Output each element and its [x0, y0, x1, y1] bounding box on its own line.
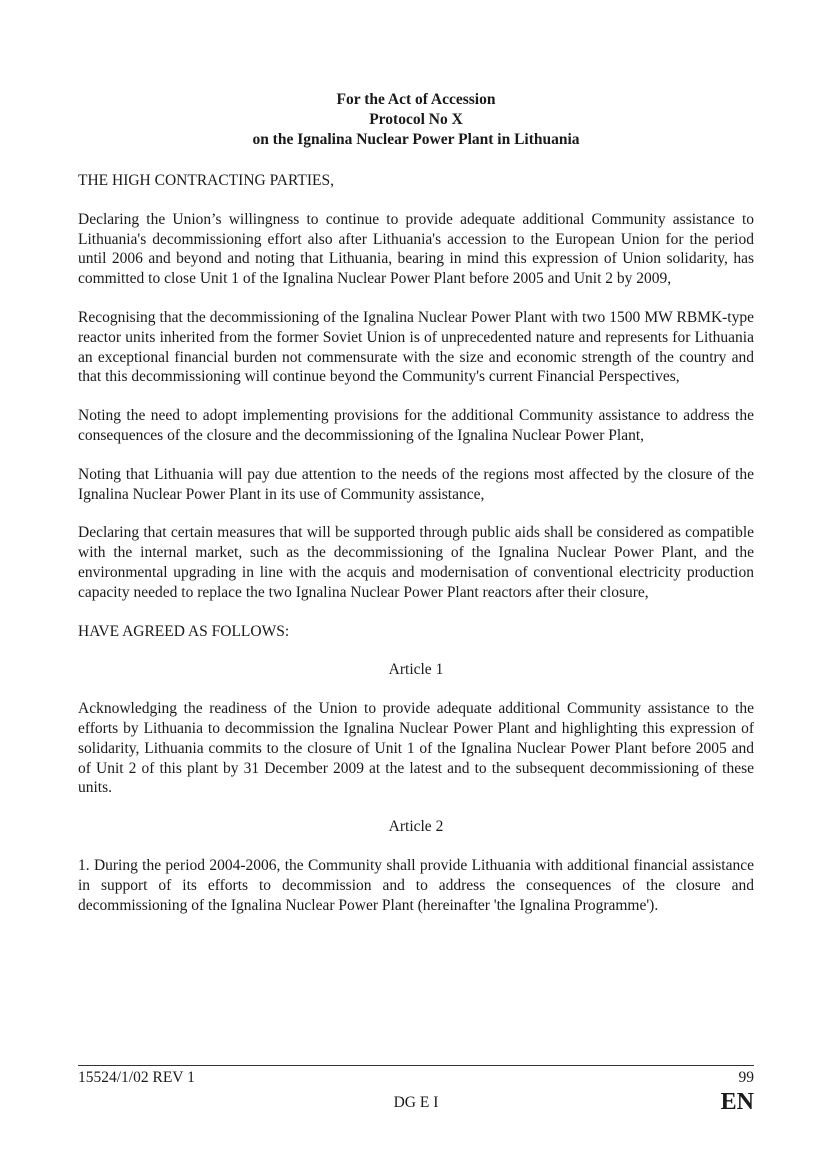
article-2-text: 1. During the period 2004-2006, the Community shall provide Lithuania with additional financial assistance in support of its efforts to decommission and to address the consequences of the closure and decommissioning of the Ignalina Nuclear Power Plant (hereinafter 'the Ignalina Programme'). [78, 856, 754, 914]
heading-protocol: Protocol No X [369, 111, 463, 128]
footer-divider [78, 1065, 754, 1066]
recital-paragraph: Noting that Lithuania will pay due attention to the needs of the regions most affected by the closure of the Ignalina Nuclear Power Plant in its use of Community assistance, [78, 465, 754, 503]
article-2-title: Article 2 [388, 818, 444, 836]
document-reference: 15524/1/02 REV 1 [78, 1069, 195, 1086]
parties-line: THE HIGH CONTRACTING PARTIES, [78, 172, 334, 189]
heading-act: For the Act of Accession [336, 91, 496, 108]
department-code: DG E I [393, 1094, 439, 1111]
document-body [78, 171, 754, 934]
recital-paragraph: Declaring the Union’s willingness to continue to provide adequate additional Community assistance to Lithuania's decommissioning effort also after Lithuania's accession to the European Union for the period until 2006 and beyond and noting that Lithuania, bearing in mind this expression of Union solidarity, has committed to close Unit 1 of the Ignalina Nuclear Power Plant before 2005 and Unit 2 by 2009, [78, 210, 754, 288]
page-number: 99 [738, 1069, 754, 1086]
article-1-text: Acknowledging the readiness of the Union to provide adequate additional Community assistance to the efforts by Lithuania to decommission the Ignalina Nuclear Power Plant and highlighting this expression of solidarity, Lithuania commits to the closure of Unit 1 of the Ignalina Nuclear Power Plant before 2005 and of Unit 2 of this plant by 31 December 2009 at the latest and to the subsequent decommissioning of these units. [78, 700, 754, 797]
document-heading [78, 90, 754, 150]
agreed-line: HAVE AGREED AS FOLLOWS: [78, 622, 290, 640]
recital-paragraph: Noting the need to adopt implementing provisions for the additional Community assistance to address the consequences of the closure and the decommissioning of the Ignalina Nuclear Power Plant, [78, 407, 754, 444]
language-code: EN [720, 1089, 754, 1115]
article-1-title: Article 1 [388, 661, 444, 679]
recital-paragraph: Declaring that certain measures that will be supported through public aids shall be considered as compatible with the internal market, such as the decommissioning of the Ignalina Nuclear Power Plant, and the environmental upgrading in line with the acquis and modernisation of conventional electricity production capacity needed to replace the two Ignalina Nuclear Power Plant reactors after their closure, [78, 524, 754, 601]
heading-subject: on the Ignalina Nuclear Power Plant in Lithuania [252, 131, 580, 148]
recital-paragraph: Recognising that the decommissioning of the Ignalina Nuclear Power Plant with two 1500 MW RBMK-type reactor units inherited from the former Soviet Union is of unprecedented nature and represents for Lithuania an exceptional financial burden not commensurate with the size and economic strength of the country and that this decommissioning will continue beyond the Community's current Financial Perspectives, [78, 308, 754, 386]
